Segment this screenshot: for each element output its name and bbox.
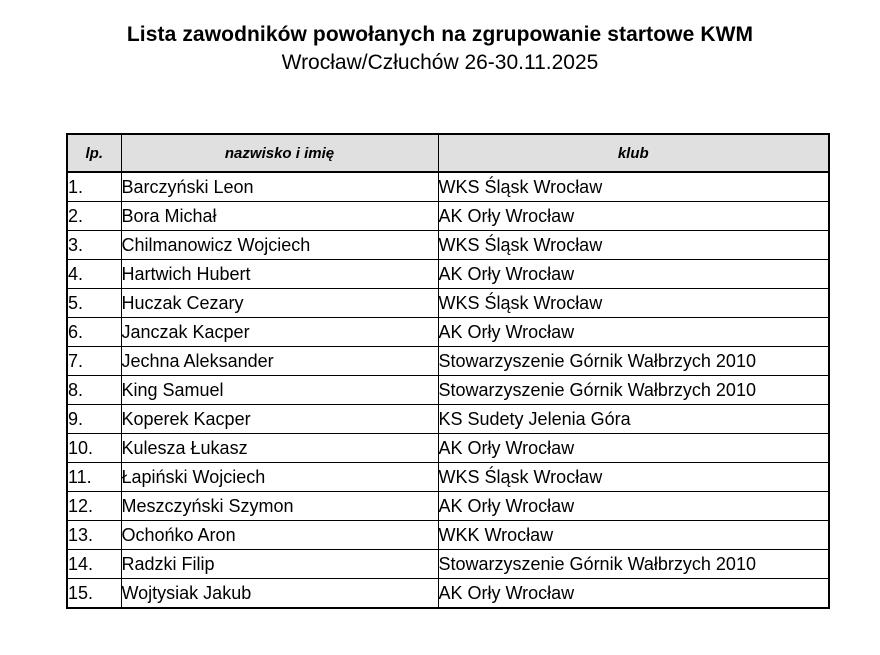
athlete-name: Chilmanowicz Wojciech (121, 231, 438, 260)
athlete-club: WKS Śląsk Wrocław (438, 463, 829, 492)
row-number: 10. (67, 434, 121, 463)
athlete-name: Jechna Aleksander (121, 347, 438, 376)
athlete-club: Stowarzyszenie Górnik Wałbrzych 2010 (438, 376, 829, 405)
column-header-lp: lp. (67, 134, 121, 172)
athlete-name: King Samuel (121, 376, 438, 405)
athlete-name: Bora Michał (121, 202, 438, 231)
table-row (67, 318, 829, 347)
row-number: 1. (67, 172, 121, 202)
athlete-name: Barczyński Leon (121, 172, 438, 202)
row-number: 2. (67, 202, 121, 231)
row-number: 4. (67, 260, 121, 289)
athlete-name: Janczak Kacper (121, 318, 438, 347)
row-number: 5. (67, 289, 121, 318)
table-row (67, 347, 829, 376)
row-number: 12. (67, 492, 121, 521)
table-row (67, 376, 829, 405)
athlete-name: Radzki Filip (121, 550, 438, 579)
athlete-club: WKK Wrocław (438, 521, 829, 550)
row-number: 9. (67, 405, 121, 434)
table-header-row (67, 134, 829, 172)
athlete-club: AK Orły Wrocław (438, 434, 829, 463)
table-row (67, 463, 829, 492)
row-number: 13. (67, 521, 121, 550)
athlete-club: WKS Śląsk Wrocław (438, 231, 829, 260)
table-row (67, 289, 829, 318)
athlete-club: AK Orły Wrocław (438, 492, 829, 521)
athlete-club: KS Sudety Jelenia Góra (438, 405, 829, 434)
athlete-club: WKS Śląsk Wrocław (438, 172, 829, 202)
table-row (67, 260, 829, 289)
table-row (67, 550, 829, 579)
athlete-club: AK Orły Wrocław (438, 260, 829, 289)
athlete-name: Ochońko Aron (121, 521, 438, 550)
table-row (67, 405, 829, 434)
athlete-name: Huczak Cezary (121, 289, 438, 318)
athlete-club: AK Orły Wrocław (438, 202, 829, 231)
row-number: 6. (67, 318, 121, 347)
table-row (67, 231, 829, 260)
column-header-name: nazwisko i imię (121, 134, 438, 172)
row-number: 8. (67, 376, 121, 405)
athlete-club: AK Orły Wrocław (438, 318, 829, 347)
document-subtitle: Wrocław/Człuchów 26-30.11.2025 (281, 51, 599, 74)
row-number: 3. (67, 231, 121, 260)
athlete-club: Stowarzyszenie Górnik Wałbrzych 2010 (438, 550, 829, 579)
athlete-club: Stowarzyszenie Górnik Wałbrzych 2010 (438, 347, 829, 376)
document-title: Lista zawodników powołanych na zgrupowanie startowe KWM (126, 23, 754, 46)
athlete-name: Hartwich Hubert (121, 260, 438, 289)
row-number: 15. (67, 579, 121, 609)
athlete-name: Koperek Kacper (121, 405, 438, 434)
athlete-name: Łapiński Wojciech (121, 463, 438, 492)
athlete-club: AK Orły Wrocław (438, 579, 829, 609)
table-row (67, 202, 829, 231)
row-number: 14. (67, 550, 121, 579)
athlete-name: Meszczyński Szymon (121, 492, 438, 521)
table-row (67, 521, 829, 550)
athlete-roster-table (66, 133, 830, 609)
column-header-club: klub (438, 134, 829, 172)
athlete-name: Wojtysiak Jakub (121, 579, 438, 609)
table-row (67, 434, 829, 463)
table-row (67, 172, 829, 202)
athlete-club: WKS Śląsk Wrocław (438, 289, 829, 318)
table-row (67, 579, 829, 609)
athlete-name: Kulesza Łukasz (121, 434, 438, 463)
table-row (67, 492, 829, 521)
row-number: 7. (67, 347, 121, 376)
row-number: 11. (67, 463, 121, 492)
